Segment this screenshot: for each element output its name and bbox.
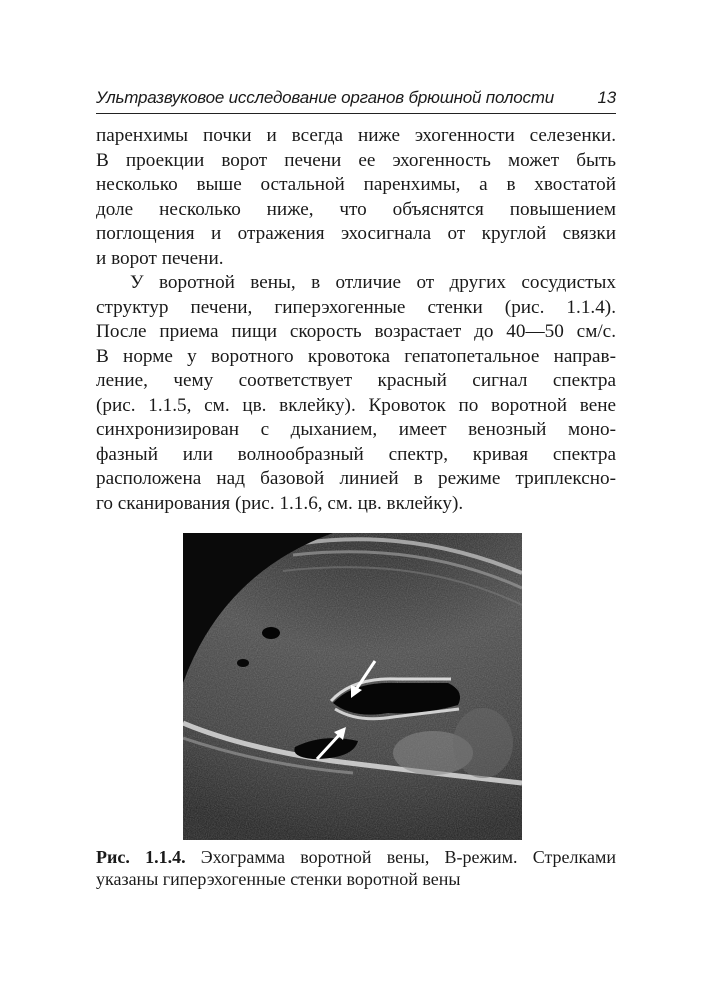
text-line: В норме у воротного кровотока гепатопетальное направ- bbox=[96, 345, 616, 367]
figure-caption bbox=[96, 846, 616, 890]
text-line: несколько выше остальной паренхимы, а в хвостатой bbox=[96, 174, 616, 195]
header-rule bbox=[96, 113, 616, 114]
text-line: (рис. 1.1.5, см. цв. вклейку). Кровоток по воротной вене bbox=[96, 394, 616, 416]
text-line: синхронизирован с дыханием, имеет венозный моно- bbox=[96, 419, 616, 440]
text-line: структур печени, гиперэхогенные стенки (рис. 1.1.4). bbox=[96, 296, 616, 318]
text-line: поглощения и отражения эхосигнала от круглой связки bbox=[96, 223, 616, 244]
text-line: го сканирования (рис. 1.1.6, см. цв. вклейку). bbox=[96, 492, 464, 514]
page-number: 13 bbox=[597, 88, 616, 107]
ultrasound-image bbox=[183, 533, 522, 840]
text-line: и ворот печени. bbox=[96, 247, 224, 269]
text-line: После приема пищи скорость возрастает до 40—50 см/с. bbox=[96, 321, 616, 342]
caption-line-2: указаны гиперэхогенные стенки воротной вены bbox=[96, 869, 461, 889]
body-text bbox=[96, 124, 616, 516]
paragraph-2 bbox=[96, 271, 616, 516]
sonogram-graphic bbox=[183, 533, 522, 840]
running-head bbox=[96, 84, 616, 114]
text-line: ление, чему соответствует красный сигнал спектра bbox=[96, 370, 616, 391]
figure-label: Рис. 1.1.4. bbox=[96, 847, 186, 867]
running-head-title: Ультразвуковое исследование органов брюшной полости bbox=[96, 88, 554, 107]
paragraph-1 bbox=[96, 124, 616, 271]
text-line: доле несколько ниже, что объяснятся повышением bbox=[96, 198, 616, 220]
text-line: паренхимы почки и всегда ниже эхогенности селезенки. bbox=[96, 125, 616, 146]
caption-text-1: Эхограмма воротной вены, В-режим. Стрелками bbox=[200, 847, 617, 867]
text-line: У воротной вены, в отличие от других сосудистых bbox=[130, 272, 616, 293]
caption-line-1 bbox=[96, 846, 616, 868]
text-line: В проекции ворот печени ее эхогенность может быть bbox=[96, 149, 616, 171]
text-line: фазный или волнообразный спектр, кривая спектра bbox=[96, 443, 616, 465]
text-line: расположена над базовой линией в режиме триплексно- bbox=[96, 468, 616, 489]
